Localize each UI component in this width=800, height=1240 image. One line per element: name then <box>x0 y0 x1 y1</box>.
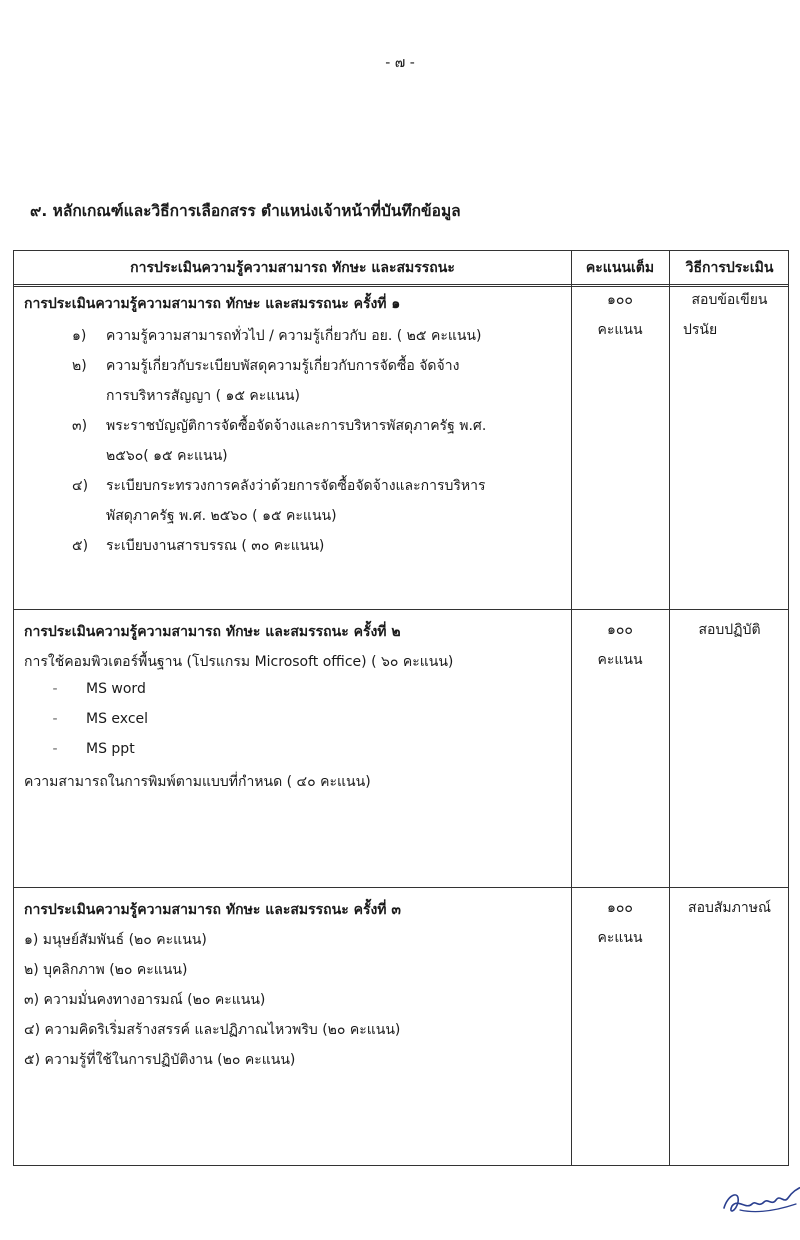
item-text: ความรู้เกี่ยวกับระเบียบพัสดุความรู้เกี่ยวกับการจัดซื้อ จัดจ้าง <box>106 358 460 374</box>
item-continuation: การบริหารสัญญา ( ๑๕ คะแนน) <box>106 388 300 404</box>
row-divider <box>14 887 788 888</box>
round-3-title: การประเมินความรู้ความสามารถ ทักษะ และสมรรถนะ ครั้งที่ ๓ <box>24 902 401 918</box>
bullet-text: MS ppt <box>86 741 135 757</box>
evaluation-table <box>13 250 789 1166</box>
bullet-text: MS excel <box>86 711 149 727</box>
item-number: ๕) <box>72 538 89 554</box>
header-score: คะแนนเต็ม <box>585 260 655 276</box>
method-cell <box>669 285 790 345</box>
score-value: ๑๐๐ <box>607 292 633 308</box>
list-item: ๑) มนุษย์สัมพันธ์ (๒๐ คะแนน) <box>24 932 207 948</box>
item-number: ๒) <box>72 358 87 374</box>
row-divider <box>14 609 788 610</box>
section-title: ๙. หลักเกณฑ์และวิธีการเลือกสรร ตำแหน่งเจ้าหน้าที่บันทึกข้อมูล <box>30 202 461 220</box>
bullet-dash: - <box>52 711 58 727</box>
item-text: ระเบียบกระทรวงการคลังว่าด้วยการจัดซื้อจัดจ้างและการบริหาร <box>106 478 486 494</box>
bullet-text: MS word <box>86 681 146 697</box>
signature-icon <box>718 1180 800 1220</box>
score-value: ๑๐๐ <box>607 900 633 916</box>
item-continuation: พัสดุภาครัฐ พ.ศ. ๒๕๖๐ ( ๑๕ คะแนน) <box>106 508 337 524</box>
list-item <box>72 535 324 557</box>
method-text: สอบข้อเขียน <box>691 292 768 308</box>
list-item <box>72 325 481 347</box>
page-number: - ๗ - <box>385 55 415 71</box>
item-continuation: ๒๕๖๐( ๑๕ คะแนน) <box>106 448 228 464</box>
list-item: ๒) บุคลิกภาพ (๒๐ คะแนน) <box>24 962 188 978</box>
score-unit: คะแนน <box>597 652 643 668</box>
item-number: ๔) <box>72 478 89 494</box>
round-2-title: การประเมินความรู้ความสามารถ ทักษะ และสมรรถนะ ครั้งที่ ๒ <box>24 624 401 640</box>
method-cell <box>669 893 790 923</box>
method-text: สอบสัมภาษณ์ <box>688 900 771 916</box>
score-value: ๑๐๐ <box>607 622 633 638</box>
item-text: ความรู้ความสามารถทั่วไป / ความรู้เกี่ยวกับ อย. ( ๒๕ คะแนน) <box>106 328 482 344</box>
list-item <box>72 355 459 377</box>
list-item: ๕) ความรู้ที่ใช้ในการปฏิบัติงาน (๒๐ คะแนน) <box>24 1052 296 1068</box>
method-cell <box>669 615 790 645</box>
method-text: สอบปฏิบัติ <box>698 622 761 638</box>
bullet-item <box>24 711 148 727</box>
item-number: ๑) <box>72 328 87 344</box>
item-text: พระราชบัญญัติการจัดซื้อจัดจ้างและการบริหารพัสดุภาครัฐ พ.ศ. <box>106 418 487 434</box>
item-text: ระเบียบงานสารบรรณ ( ๓๐ คะแนน) <box>106 538 325 554</box>
header-criteria: การประเมินความรู้ความสามารถ ทักษะ และสมรรถนะ <box>130 260 455 276</box>
score-unit: คะแนน <box>597 930 643 946</box>
list-item: ๓) ความมั่นคงทางอารมณ์ (๒๐ คะแนน) <box>24 992 266 1008</box>
score-unit: คะแนน <box>597 322 643 338</box>
header-method: วิธีการประเมิน <box>685 260 774 276</box>
score-cell <box>571 285 669 345</box>
bullet-item <box>24 741 135 757</box>
bullet-dash: - <box>52 741 58 757</box>
typing-skills-text: ความสามารถในการพิมพ์ตามแบบที่กำหนด ( ๔๐ คะแนน) <box>24 774 371 790</box>
score-cell <box>571 893 669 953</box>
column-divider <box>571 251 572 1165</box>
list-item <box>72 475 486 497</box>
bullet-item <box>24 681 146 697</box>
bullet-dash: - <box>52 681 58 697</box>
column-divider <box>669 251 670 1165</box>
score-cell <box>571 615 669 675</box>
round-1-title: การประเมินความรู้ความสามารถ ทักษะ และสมรรถนะ ครั้งที่ ๑ <box>24 296 401 312</box>
list-item <box>72 415 486 437</box>
computer-skills-intro: การใช้คอมพิวเตอร์พื้นฐาน (โปรแกรม Microsoft office) ( ๖๐ คะแนน) <box>24 654 454 670</box>
list-item: ๔) ความคิดริเริ่มสร้างสรรค์ และปฏิภาณไหวพริบ (๒๐ คะแนน) <box>24 1022 401 1038</box>
method-text: ปรนัย <box>683 322 718 338</box>
item-number: ๓) <box>72 418 88 434</box>
